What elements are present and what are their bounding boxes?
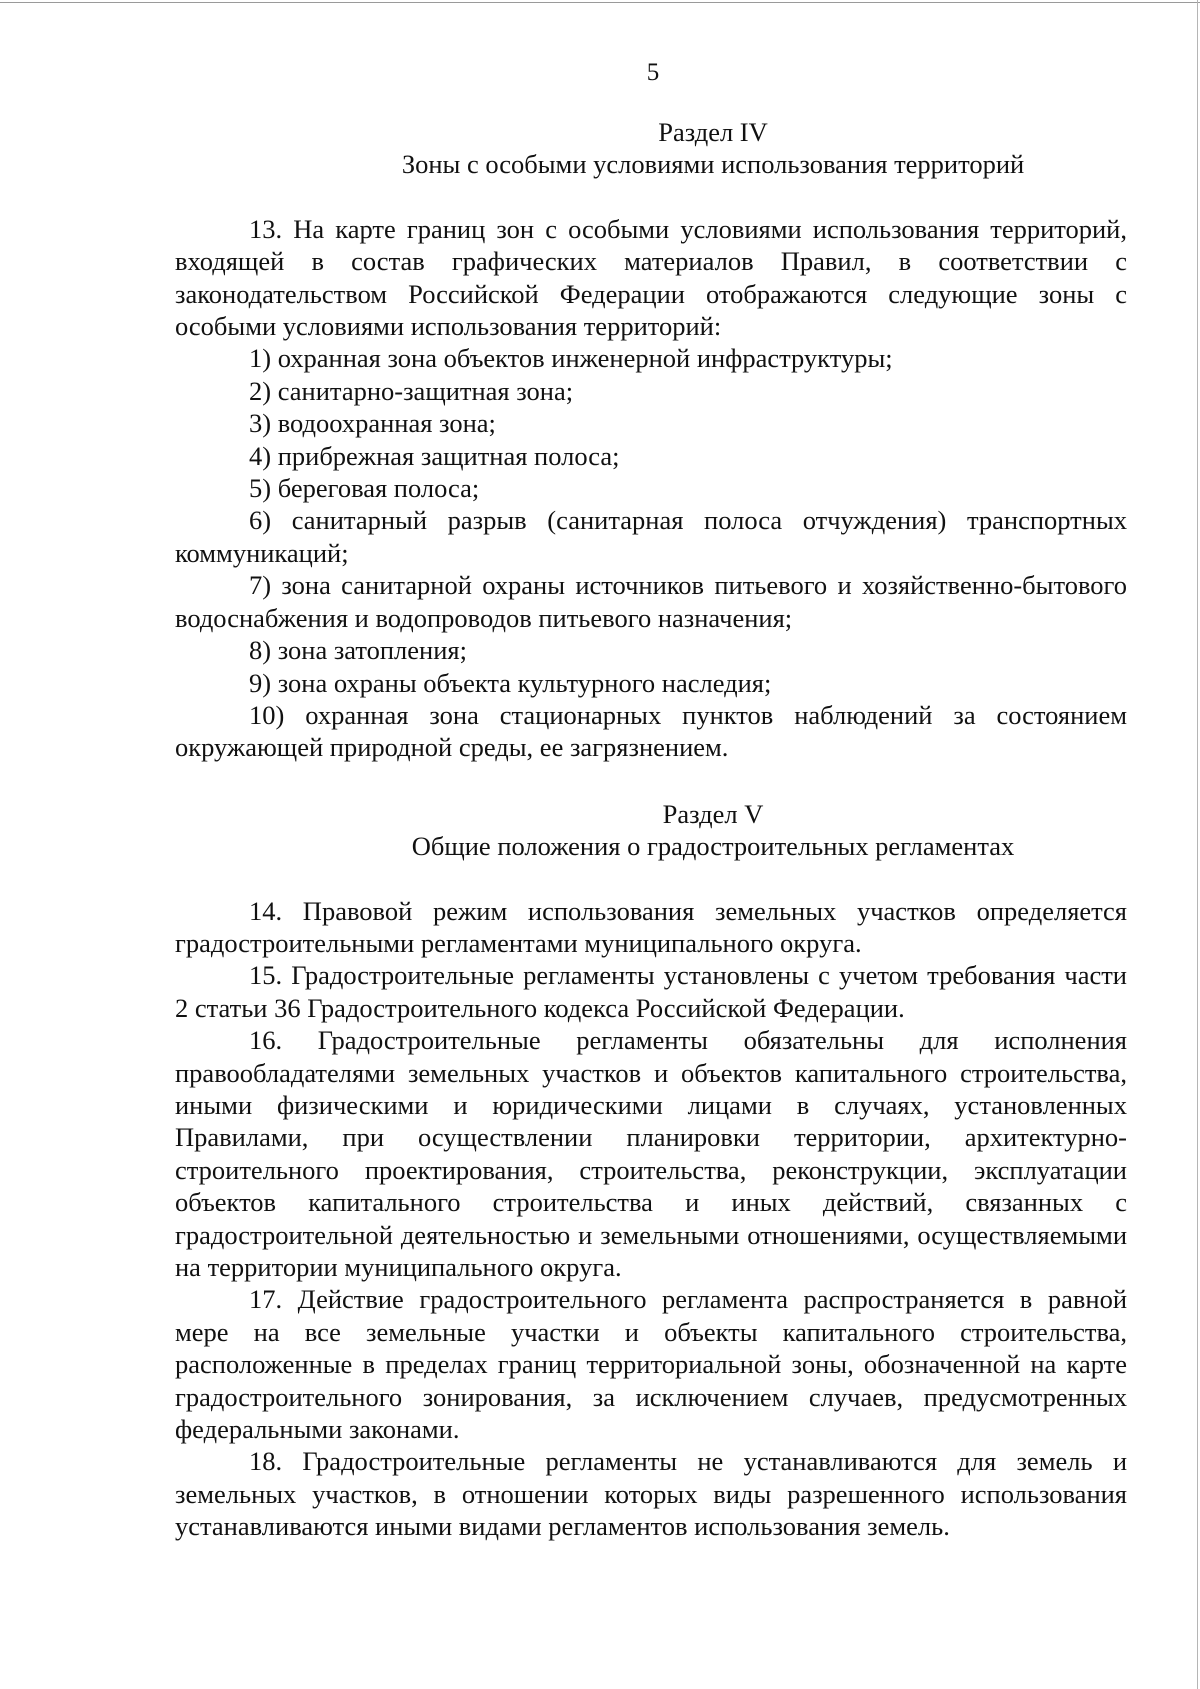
page-number: 5 (646, 59, 660, 86)
zone-list-item: 7) зона санитарной охраны источников питьевого и хозяйственно-бытового водоснабжения и водопроводов питьевого назначения; (175, 570, 1127, 633)
zone-list-item: 5) береговая полоса; (249, 473, 480, 504)
zone-list-item: 4) прибрежная защитная полоса; (249, 440, 620, 471)
zone-list-item: 1) охранная зона объектов инженерной инфраструктуры; (249, 343, 893, 374)
section-5-heading: Раздел V (662, 798, 764, 829)
paragraph-18: 18. Градостроительные регламенты не устанавливаются для земель и земельных участков, в отношении которых виды разрешенного использования устанавливаются иными видами регламентов использования земель. (175, 1446, 1127, 1542)
document-body (175, 116, 1127, 1543)
paragraph-14: 14. Правовой режим использования земельных участков определяется градостроительными регламентами муниципального округа. (175, 895, 1127, 958)
zone-list-item: 3) водоохранная зона; (249, 408, 496, 439)
paragraph-16: 16. Градостроительные регламенты обязательны для исполнения правообладателями земельных участков и объектов капитального строительства, иными физическими и юридическими лицами в случаях, установленных Правилами, при осуществлении планировки территории, архитектурно-строительного проектирования, строительства, реконструкции, эксплуатации объектов капитального строительства и иных действий, связанных с градостроительной деятельностью и земельными отношениями, осуществляемыми на территории муниципального округа. (175, 1025, 1127, 1282)
paragraph-13: 13. На карте границ зон с особыми условиями использования территорий, входящей в состав графических материалов Правил, в соответствии с законодательством Российской Федерации отображаются следующие зоны с особыми условиями использования территорий: (175, 213, 1127, 342)
scan-edge-top (0, 2, 1200, 3)
paragraph-15: 15. Градостроительные регламенты установлены с учетом требования части 2 статьи 36 Градостроительного кодекса Российской Федерации. (175, 960, 1127, 1023)
zone-list-item: 10) охранная зона стационарных пунктов наблюдений за состоянием окружающей природной среды, ее загрязнением. (175, 699, 1127, 763)
zone-list-item: 9) зона охраны объекта культурного наследия; (249, 667, 772, 698)
paragraph-17: 17. Действие градостроительного регламента распространяется в равной мере на все земельные участки и объекты капитального строительства, расположенные в пределах границ территориальной зоны, обозначенной на карте градостроительного зонирования, за исключением случаев, предусмотренных федеральными законами. (175, 1284, 1127, 1445)
scan-edge-right (1197, 0, 1198, 1689)
section-5-title: Общие положения о градостроительных регламентах (411, 831, 1015, 862)
zone-list-item: 6) санитарный разрыв (санитарная полоса отчуждения) транспортных коммуникаций; (175, 505, 1127, 568)
section-4-title: Зоны с особыми условиями использования территорий (401, 149, 1025, 180)
zone-list-item: 2) санитарно-защитная зона; (249, 375, 574, 406)
zone-list-item: 8) зона затопления; (249, 635, 467, 666)
section-4-heading: Раздел IV (658, 117, 768, 147)
